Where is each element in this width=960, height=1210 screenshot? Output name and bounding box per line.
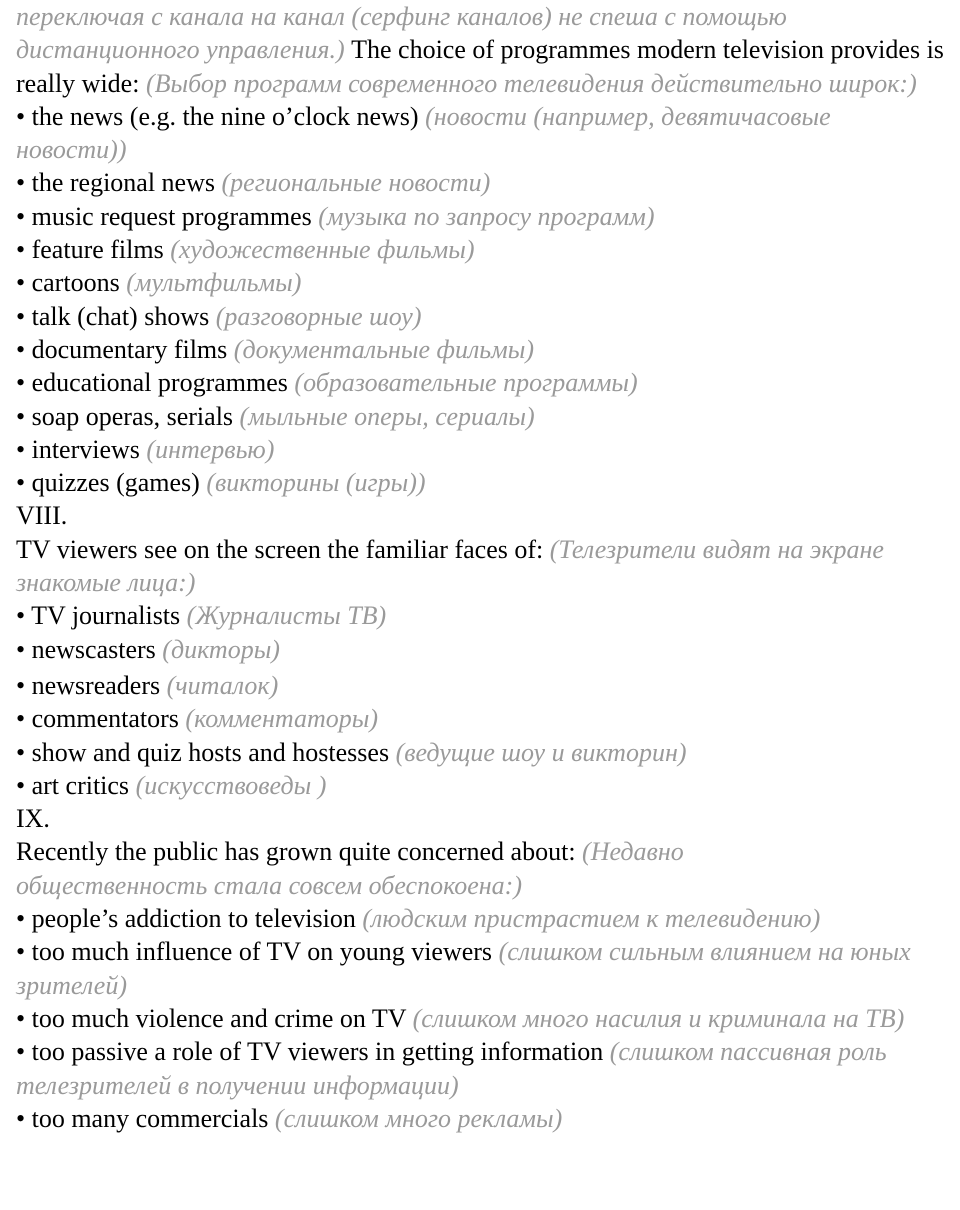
section-8-intro-en: TV viewers see on the screen the familiar faces of:	[16, 534, 544, 564]
list-item-ru: (интервью)	[146, 434, 275, 464]
list-item	[16, 400, 946, 433]
list-item	[16, 166, 946, 199]
list-item	[16, 736, 946, 769]
list-item	[16, 266, 946, 299]
list-item-ru: (читалок)	[166, 670, 279, 700]
list-item	[16, 300, 946, 333]
list-item-en: • newscasters	[16, 634, 156, 664]
list-item-en: • the news (e.g. the nine o’clock news)	[16, 101, 419, 131]
list-item-ru: (разговорные шоу)	[215, 301, 422, 331]
section-8-heading: VIII.	[16, 501, 68, 531]
section-9-list	[16, 902, 946, 1135]
list-item-en: • music request programmes	[16, 201, 312, 231]
list-item-ru: (людским пристрастием к телевидению)	[362, 904, 821, 934]
list-item	[16, 433, 946, 466]
list-item-en: • TV journalists	[16, 601, 181, 631]
list-item-ru: (искусствоведы )	[135, 770, 327, 800]
list-item	[16, 633, 946, 666]
list-item-ru: (мультфильмы)	[126, 268, 302, 298]
list-item-en: • too much influence of TV on young viewers	[16, 937, 493, 967]
list-item-en: • too much violence and crime on TV	[16, 1003, 407, 1033]
section-9-intro-en: Recently the public has grown quite concerned about:	[16, 837, 576, 867]
list-item-en: • talk (chat) shows	[16, 301, 210, 331]
list-item-ru: (образовательные программы)	[294, 368, 638, 398]
section-9-intro	[16, 835, 946, 902]
section-9-intro-ru: (Недавно общественность стала совсем обеспокоена:)	[16, 837, 684, 900]
list-item	[16, 902, 946, 935]
list-item-ru: (слишком много рекламы)	[274, 1103, 563, 1133]
list-item-en: • the regional news	[16, 168, 215, 198]
section-9-heading: IX.	[16, 804, 50, 834]
list-item	[16, 100, 946, 167]
list-item-ru: (слишком сильным влиянием на юных зрителей)	[16, 937, 911, 1000]
list-item-ru: (слишком много насилия и криминала на ТВ)	[412, 1003, 905, 1033]
list-item-ru: (мыльные оперы, сериалы)	[239, 401, 535, 431]
list-item-ru: (музыка по запросу программ)	[318, 201, 655, 231]
list-item	[16, 702, 946, 735]
list-item-ru: (Журналисты ТВ)	[186, 601, 387, 631]
list-item-ru: (викторины (игры))	[206, 468, 426, 498]
list-item-en: • too passive a role of TV viewers in getting information	[16, 1037, 604, 1067]
list-item-en: • quizzes (games)	[16, 468, 200, 498]
list-item-en: • interviews	[16, 434, 140, 464]
list-item-ru: (художественные фильмы)	[170, 235, 475, 265]
list-item	[16, 1035, 946, 1102]
list-item	[16, 935, 946, 1002]
list-item-ru: (документальные фильмы)	[233, 334, 534, 364]
list-item-en: • cartoons	[16, 268, 120, 298]
list-item-en: • feature films	[16, 235, 164, 265]
list-item	[16, 1102, 946, 1135]
list-item-ru: (дикторы)	[162, 634, 280, 664]
list-item-ru: (комментаторы)	[185, 704, 379, 734]
list-item-en: • newsreaders	[16, 670, 161, 700]
section-8-intro	[16, 533, 946, 600]
list-item	[16, 599, 946, 632]
list-item	[16, 200, 946, 233]
list-item-en: • show and quiz hosts and hostesses	[16, 737, 390, 767]
list-item	[16, 366, 946, 399]
list-item-ru: (новости (например, девятичасовые новости))	[16, 101, 831, 165]
document-body	[16, 0, 946, 1135]
list-item-en: • people’s addiction to television	[16, 904, 356, 934]
intro-ru-text: (Выбор программ современного телевидения действительно широк:)	[145, 68, 917, 98]
list-item	[16, 466, 946, 499]
list-item-ru: (ведущие шоу и викторин)	[395, 737, 687, 767]
list-item	[16, 1002, 946, 1035]
list-item-en: • educational programmes	[16, 368, 288, 398]
list-item	[16, 233, 946, 266]
list-item-en: • art critics	[16, 770, 130, 800]
list-item-ru: (слишком пассивная роль телезрителей в получении информации)	[16, 1037, 887, 1100]
list-item-en: • too many commercials	[16, 1103, 269, 1133]
intro-en-text: The choice of programmes modern television provides is really wide:	[16, 35, 944, 98]
programmes-list	[16, 100, 946, 500]
list-item-en: • documentary films	[16, 334, 228, 364]
intro-paragraph	[16, 0, 946, 100]
list-item	[16, 769, 946, 802]
list-item-en: • commentators	[16, 704, 179, 734]
section-8-intro-ru: (Телезрители видят на экране знакомые лица:)	[16, 534, 884, 598]
list-item-ru: (региональные новости)	[221, 168, 491, 198]
intro-ru-fragment: переключая с канала на канал (серфинг каналов) не спеша с помощью дистанционного управления.)	[16, 2, 787, 65]
list-item-en: • soap operas, serials	[16, 401, 234, 431]
section-8-list	[16, 599, 946, 802]
list-item	[16, 333, 946, 366]
list-item	[16, 669, 946, 702]
